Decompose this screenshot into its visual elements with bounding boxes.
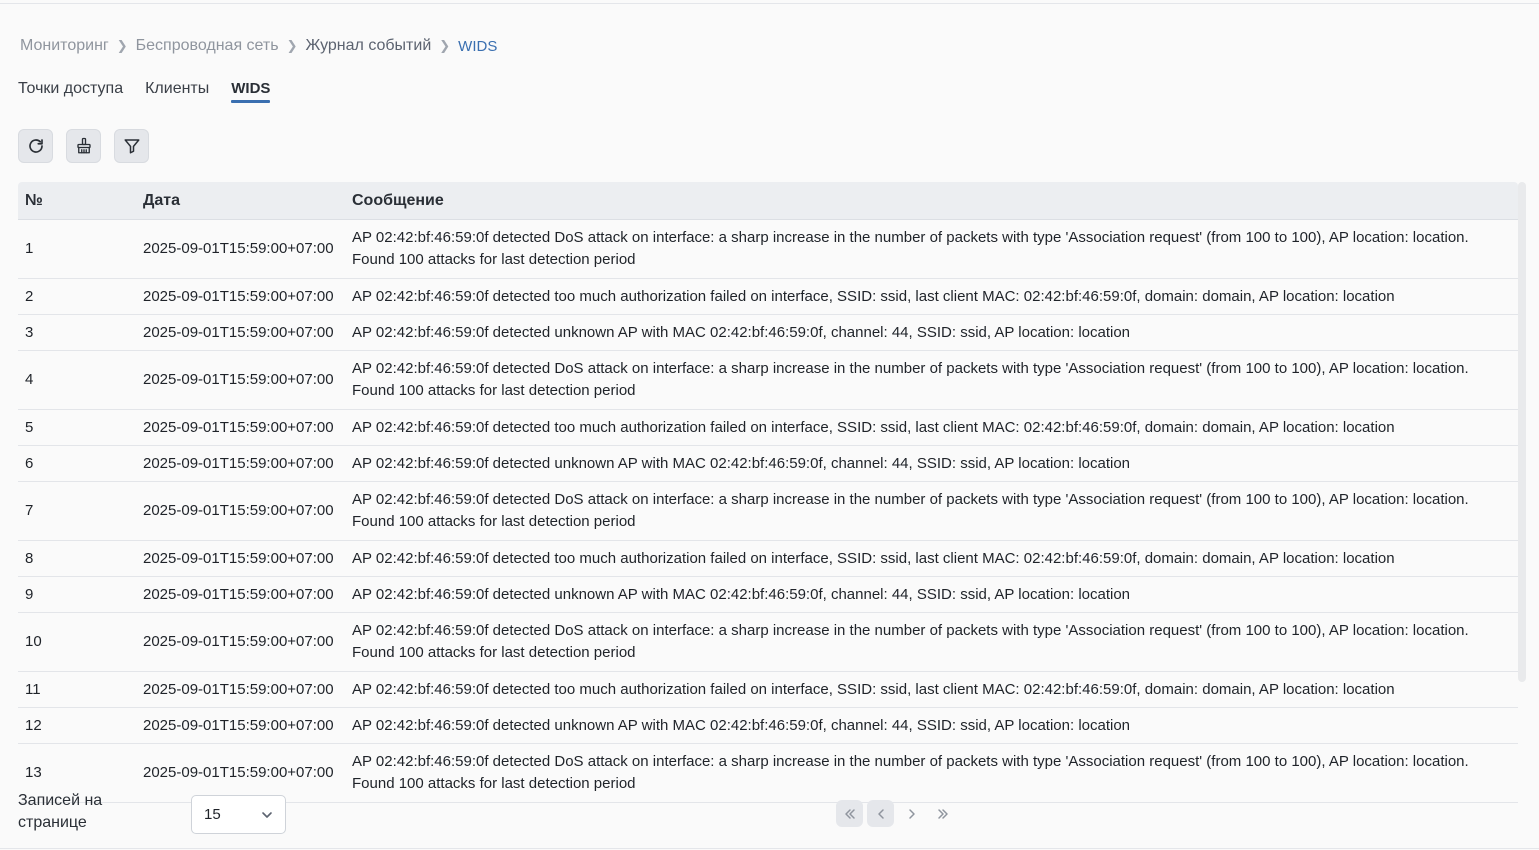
cell-num: 5 bbox=[25, 418, 34, 436]
cell-num: 4 bbox=[25, 371, 34, 388]
header-num[interactable]: № bbox=[25, 191, 43, 209]
next-page-button[interactable] bbox=[898, 800, 925, 827]
cell-num: 11 bbox=[25, 680, 41, 698]
table-row[interactable] bbox=[18, 672, 1518, 708]
cell-date: 2025-09-01T15:59:00+07:00 bbox=[143, 418, 334, 436]
cell-date: 2025-09-01T15:59:00+07:00 bbox=[143, 585, 334, 603]
cell-num: 1 bbox=[25, 240, 34, 257]
cell-date: 2025-09-01T15:59:00+07:00 bbox=[143, 680, 334, 698]
cell-message: AP 02:42:bf:46:59:0f detected too much authorization failed on interface, SSID: ssid, last client MAC: 02:42:bf:46:59:0f, domain: domain, AP location: location bbox=[352, 549, 1395, 567]
table-row[interactable] bbox=[18, 541, 1518, 577]
cell-num: 6 bbox=[25, 454, 34, 472]
tab-access-points[interactable]: Точки доступа bbox=[18, 80, 124, 97]
table-scrollbar[interactable] bbox=[1518, 182, 1526, 682]
pagination bbox=[836, 800, 960, 827]
tab-wids[interactable]: WIDS bbox=[231, 79, 270, 103]
table-row[interactable] bbox=[18, 613, 1518, 672]
cell-num: 13 bbox=[25, 764, 42, 781]
refresh-icon bbox=[27, 137, 45, 155]
cell-num: 2 bbox=[25, 287, 34, 305]
chevron-down-icon bbox=[261, 809, 273, 821]
bottom-divider bbox=[0, 848, 1539, 849]
breadcrumb-wireless[interactable]: Беспроводная сеть bbox=[135, 37, 279, 54]
breadcrumb-event-log[interactable]: Журнал событий bbox=[305, 37, 432, 54]
header-date[interactable]: Дата bbox=[143, 191, 181, 209]
cell-date: 2025-09-01T15:59:00+07:00 bbox=[143, 502, 334, 519]
cell-message: AP 02:42:bf:46:59:0f detected unknown AP with MAC 02:42:bf:46:59:0f, channel: 44, SSID: ssid, AP location: location bbox=[352, 323, 1131, 341]
clear-button[interactable] bbox=[66, 129, 101, 163]
cell-num: 12 bbox=[25, 716, 42, 734]
cell-message: AP 02:42:bf:46:59:0f detected too much authorization failed on interface, SSID: ssid, last client MAC: 02:42:bf:46:59:0f, domain: domain, AP location: location bbox=[352, 287, 1395, 305]
chevron-right-icon: ❯ bbox=[439, 38, 451, 53]
toolbar bbox=[18, 129, 162, 163]
per-page-label: Записей на странице bbox=[18, 792, 103, 831]
cell-message: AP 02:42:bf:46:59:0f detected DoS attack on interface: a sharp increase in the number of packets with type 'Association request' (from 100 to 100), AP location: location. Found 100 attacks for last detection period bbox=[352, 753, 1469, 792]
tab-clients[interactable]: Клиенты bbox=[145, 80, 210, 97]
cell-date: 2025-09-01T15:59:00+07:00 bbox=[143, 454, 334, 472]
breadcrumb-wids: WIDS bbox=[458, 37, 498, 55]
double-chevron-right-icon bbox=[936, 807, 950, 821]
table-row[interactable] bbox=[18, 315, 1518, 351]
chevron-right-icon: ❯ bbox=[116, 38, 128, 53]
chevron-right-icon: ❯ bbox=[286, 38, 298, 53]
table-row[interactable] bbox=[18, 351, 1518, 410]
cell-date: 2025-09-01T15:59:00+07:00 bbox=[143, 323, 334, 341]
cell-num: 9 bbox=[25, 585, 34, 603]
cell-message: AP 02:42:bf:46:59:0f detected DoS attack on interface: a sharp increase in the number of packets with type 'Association request' (from 100 to 100), AP location: location. Found 100 attacks for last detection period bbox=[352, 360, 1469, 399]
header-message[interactable]: Сообщение bbox=[352, 191, 444, 209]
cell-date: 2025-09-01T15:59:00+07:00 bbox=[143, 633, 334, 650]
cell-date: 2025-09-01T15:59:00+07:00 bbox=[143, 371, 334, 388]
cell-message: AP 02:42:bf:46:59:0f detected unknown AP with MAC 02:42:bf:46:59:0f, channel: 44, SSID: ssid, AP location: location bbox=[352, 716, 1131, 734]
table-row[interactable] bbox=[18, 220, 1518, 279]
table-header bbox=[18, 182, 1518, 220]
cell-num: 10 bbox=[25, 633, 42, 650]
table-row[interactable] bbox=[18, 482, 1518, 541]
cell-num: 3 bbox=[25, 323, 34, 341]
per-page-select[interactable] bbox=[191, 795, 286, 834]
table-row[interactable] bbox=[18, 708, 1518, 744]
cell-message: AP 02:42:bf:46:59:0f detected too much authorization failed on interface, SSID: ssid, last client MAC: 02:42:bf:46:59:0f, domain: domain, AP location: location bbox=[352, 418, 1395, 436]
cell-message: AP 02:42:bf:46:59:0f detected DoS attack on interface: a sharp increase in the number of packets with type 'Association request' (from 100 to 100), AP location: location. Found 100 attacks for last detection period bbox=[352, 491, 1469, 530]
cell-date: 2025-09-01T15:59:00+07:00 bbox=[143, 240, 334, 257]
cell-date: 2025-09-01T15:59:00+07:00 bbox=[143, 716, 334, 734]
refresh-button[interactable] bbox=[18, 129, 53, 163]
breadcrumb-monitoring[interactable]: Мониторинг bbox=[20, 37, 109, 54]
cell-message: AP 02:42:bf:46:59:0f detected DoS attack on interface: a sharp increase in the number of packets with type 'Association request' (from 100 to 100), AP location: location. Found 100 attacks for last detection period bbox=[352, 622, 1469, 661]
cell-message: AP 02:42:bf:46:59:0f detected too much authorization failed on interface, SSID: ssid, last client MAC: 02:42:bf:46:59:0f, domain: domain, AP location: location bbox=[352, 680, 1395, 698]
chevron-right-icon bbox=[905, 807, 919, 821]
top-divider bbox=[0, 3, 1539, 4]
events-table bbox=[18, 182, 1518, 792]
filter-icon bbox=[123, 137, 141, 155]
cell-date: 2025-09-01T15:59:00+07:00 bbox=[143, 287, 334, 305]
table-row[interactable] bbox=[18, 410, 1518, 446]
prev-page-button[interactable] bbox=[867, 800, 894, 827]
table-row[interactable] bbox=[18, 446, 1518, 482]
table-row[interactable] bbox=[18, 577, 1518, 613]
cell-date: 2025-09-01T15:59:00+07:00 bbox=[143, 764, 334, 781]
cell-message: AP 02:42:bf:46:59:0f detected unknown AP with MAC 02:42:bf:46:59:0f, channel: 44, SSID: ssid, AP location: location bbox=[352, 454, 1131, 472]
tab-bar bbox=[18, 79, 292, 103]
cell-message: AP 02:42:bf:46:59:0f detected unknown AP with MAC 02:42:bf:46:59:0f, channel: 44, SSID: ssid, AP location: location bbox=[352, 585, 1131, 603]
broom-icon bbox=[75, 137, 93, 155]
double-chevron-left-icon bbox=[843, 807, 857, 821]
last-page-button[interactable] bbox=[929, 800, 956, 827]
breadcrumb bbox=[20, 36, 497, 56]
table-row[interactable] bbox=[18, 279, 1518, 315]
cell-num: 8 bbox=[25, 549, 34, 567]
cell-date: 2025-09-01T15:59:00+07:00 bbox=[143, 549, 334, 567]
first-page-button[interactable] bbox=[836, 800, 863, 827]
filter-button[interactable] bbox=[114, 129, 149, 163]
per-page-value: 15 bbox=[204, 806, 221, 823]
cell-num: 7 bbox=[25, 502, 34, 519]
chevron-left-icon bbox=[874, 807, 888, 821]
cell-message: AP 02:42:bf:46:59:0f detected DoS attack on interface: a sharp increase in the number of packets with type 'Association request' (from 100 to 100), AP location: location. Found 100 attacks for last detection period bbox=[352, 229, 1469, 268]
